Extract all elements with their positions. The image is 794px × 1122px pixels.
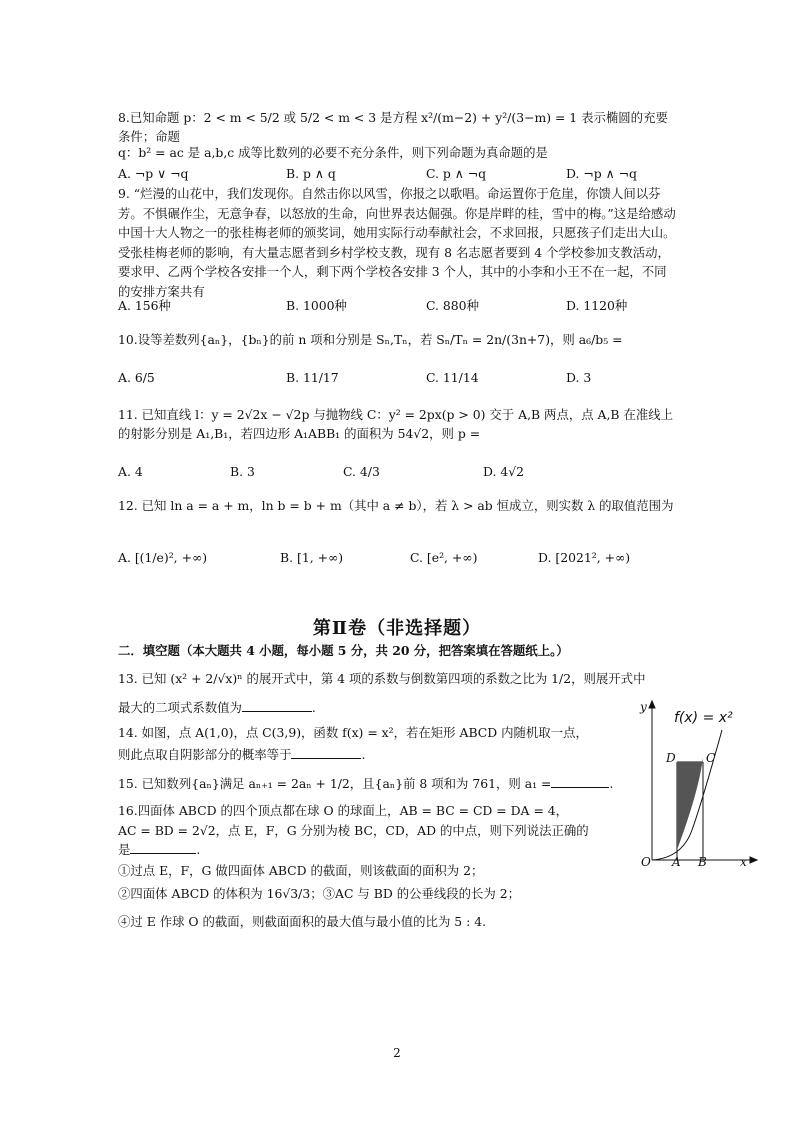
option-a: A. 4 xyxy=(118,464,143,479)
statement-1: ①过点 E，F，G 做四面体 ABCD 的截面，则该截面的面积为 2； xyxy=(118,863,484,878)
question-11-text: 11. 已知直线 l：y = 2√2x − √2p 与抛物线 C：y² = 2px(p > 0) 交于 A,B 两点，点 A,B 在准线上的射影分别是 A₁,B₁，若四边形 A₁ABB₁ 的面积为 54√2，则 p = xyxy=(118,407,674,441)
x-axis-arrow xyxy=(750,857,757,863)
option-a: A. 156种 xyxy=(118,298,171,313)
answer-blank xyxy=(242,699,312,712)
option-c: C. 4/3 xyxy=(343,464,380,479)
question-14-prompt: 则此点取自阴影部分的概率等于 xyxy=(118,747,292,762)
y-axis-label: y xyxy=(640,700,647,714)
question-9-options xyxy=(118,296,678,318)
question-8-line-2: q：b² = ac 是 a,b,c 成等比数列的必要不充分条件，则下列命题为真命题的是 xyxy=(118,145,548,160)
question-10-options xyxy=(118,370,678,392)
question-16-line-2: AC = BD = 2√2，点 E，F，G 分别为棱 BC，CD，AD 的中点，则下列说法正确的 xyxy=(118,823,589,838)
section-heading: 二．填空题（本大题共 4 小题，每小题 5 分，共 20 分，把答案填在答题纸上。） xyxy=(118,643,569,658)
option-b: B. 11/17 xyxy=(286,370,339,385)
statement-2-3: ②四面体 ABCD 的体积为 16√3/3；③AC 与 BD 的公垂线段的长为 2； xyxy=(118,886,521,901)
option-d: D. ¬p ∧ ¬q xyxy=(566,166,637,181)
origin-label: O xyxy=(641,855,651,869)
point-a-label: A xyxy=(672,855,681,869)
option-a: A. ¬p ∨ ¬q xyxy=(118,166,189,181)
question-9-text: 9. “烂漫的山花中，我们发现你。自然击你以风雪，你报之以歌唱。命运置你于危崖，你馈人间以芬芳。不惧碾作尘，无意争春，以怒放的生命，向世界表达倔强。你是岸畔的桂，雪中的梅。”这是给感动中国十大人物之一的张桂梅老师的颁奖词，她用实际行动奉献社会，不求回报，只愿孩子们走出大山。受张桂梅老师的影响，有大量志愿者到乡村学校支教，现有 8 名志愿者要到 4 个学校参加支教活动，要求甲、乙两个学校各安排一个人，剩下两个学校各安排 3 个人，其中的小李和小王不在一起，不同的安排方案共有 xyxy=(118,186,676,299)
answer-blank xyxy=(130,841,196,854)
question-15-text: 15. 已知数列{aₙ}满足 aₙ₊₁ = 2aₙ + 1/2，且{aₙ}前 8 项和为 761，则 a₁ = xyxy=(118,776,552,791)
question-16-prompt: 是 xyxy=(118,842,131,857)
section-title: 第Ⅱ卷（非选择题） xyxy=(312,618,482,639)
option-b: B. 1000种 xyxy=(286,298,347,313)
option-b: B. 3 xyxy=(230,464,255,479)
statement-4: ④过 E 作球 O 的截面，则截面面积的最大值与最小值的比为 5 : 4. xyxy=(118,914,487,929)
shaded-region xyxy=(677,758,703,850)
x-axis-label: x xyxy=(740,855,747,869)
question-14-line-1: 14. 如图，点 A(1,0)，点 C(3,9)，函数 f(x) = x²，若在矩形 ABCD 内随机取一点， xyxy=(118,725,588,740)
option-a: A. 6/5 xyxy=(118,370,155,385)
function-label: f(x) = x² xyxy=(674,710,733,726)
point-d-label: D xyxy=(666,751,676,765)
question-12-options xyxy=(118,550,678,572)
question-12-text: 12. 已知 ln a = a + m，ln b = b + m（其中 a ≠ b），若 λ > ab 恒成立，则实数 λ 的取值范围为 xyxy=(118,498,674,513)
option-b: B. [1, +∞) xyxy=(280,550,344,565)
option-c: C. p ∧ ¬q xyxy=(426,166,487,181)
option-b: B. p ∧ q xyxy=(286,166,336,181)
question-11-options xyxy=(118,464,678,486)
option-a: A. [(1/e)², +∞) xyxy=(118,550,208,565)
question-15-line xyxy=(118,774,618,793)
y-axis-arrow xyxy=(649,701,655,708)
option-d: D. 1120种 xyxy=(566,298,628,313)
option-d: D. 3 xyxy=(566,370,592,385)
option-d: D. [2021², +∞) xyxy=(538,550,631,565)
question-8-line-1: 8.已知命题 p：2 < m < 5/2 或 5/2 < m < 3 是方程 x²/(m−2) + y²/(3−m) = 1 表示椭圆的充要条件；命题 xyxy=(118,110,668,144)
answer-blank xyxy=(291,746,361,759)
question-10-text: 10.设等差数列{aₙ}，{bₙ}的前 n 项和分别是 Sₙ,Tₙ，若 Sₙ/Tₙ = 2n/(3n+7)，则 a₆/b₅ = xyxy=(118,332,623,347)
page-number: 2 xyxy=(393,1046,401,1060)
option-c: C. 880种 xyxy=(426,298,479,313)
period: . xyxy=(361,747,366,762)
option-d: D. 4√2 xyxy=(483,464,525,479)
question-13-prompt: 最大的二项式系数值为 xyxy=(118,700,242,715)
question-14-line-2 xyxy=(118,745,618,764)
question-13-line-1: 13. 已知 (x² + 2/√x)ⁿ 的展开式中，第 4 项的系数与倒数第四项的系数之比为 1/2，则展开式中 xyxy=(118,671,646,686)
point-c-label: C xyxy=(706,751,716,765)
period: . xyxy=(311,700,316,715)
period: . xyxy=(196,842,201,857)
question-16-line-3 xyxy=(118,840,618,859)
option-c: C. [e², +∞) xyxy=(410,550,478,565)
option-c: C. 11/14 xyxy=(426,370,479,385)
answer-blank xyxy=(551,775,609,788)
question-16-line-1: 16.四面体 ABCD 的四个顶点都在球 O 的球面上，AB = BC = CD = DA = 4， xyxy=(118,803,569,818)
point-b-label: B xyxy=(698,855,707,869)
period: . xyxy=(609,776,614,791)
question-13-line-2 xyxy=(118,698,618,717)
